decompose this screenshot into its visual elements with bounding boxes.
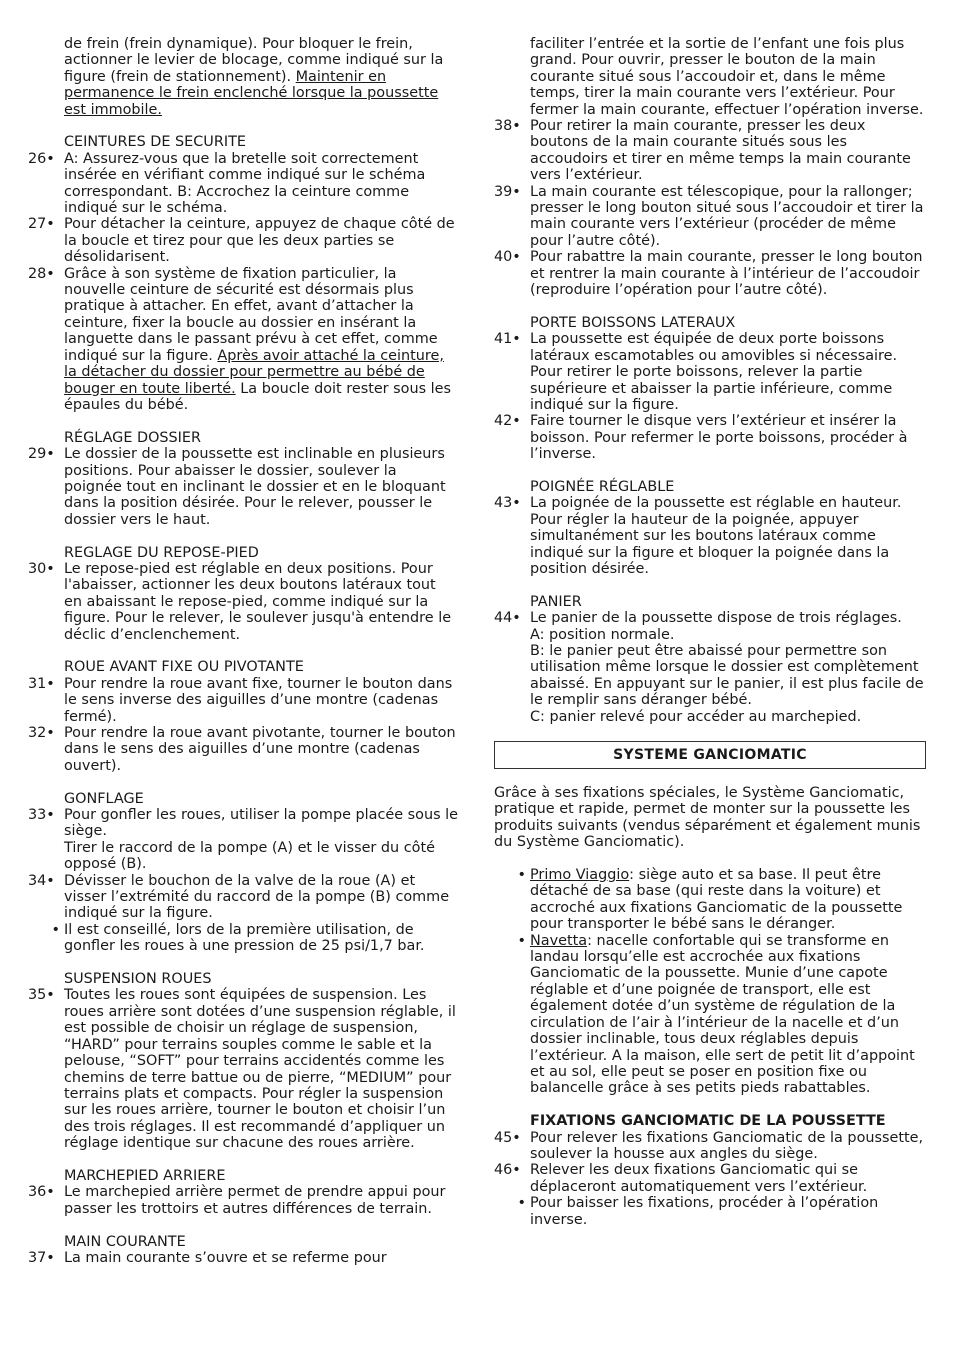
- item-number: 32•: [28, 725, 55, 741]
- item-29: [28, 446, 458, 528]
- item-number: 41•: [494, 331, 521, 348]
- item-46: [494, 1162, 926, 1195]
- item-number: 46•: [494, 1162, 521, 1179]
- item-text: Dévisser le bouchon de la valve de la roue (A) et visser l’extrémité du raccord de la pompe (B) comme indiqué sur la figure.: [64, 872, 450, 922]
- item-text-c: C: panier relevé pour accéder au marchepied.: [530, 708, 862, 725]
- item-text: Il est conseillé, lors de la première utilisation, de gonfler les roues à une pression de 25 psi/1,7 bar.: [64, 921, 425, 955]
- item-text-2: Tirer le raccord de la pompe (A) et le visser du côté opposé (B).: [64, 839, 435, 873]
- item-number: 31•: [28, 675, 55, 692]
- item-text: Grâce à son système de fixation particulier, la nouvelle ceinture de sécurité est désormais plus pratique à attacher. En effet, avant d’attacher la ceinture, fixer la boucle au dossier en insérant la languette dans le passant prévu à cet effet, comme indiqué sur la figure.: [64, 265, 438, 364]
- heading-poignee: POIGNÉE RÉGLABLE: [530, 478, 675, 495]
- item-38: [494, 118, 926, 184]
- item-number: 30•: [28, 560, 55, 577]
- item-37: [28, 1250, 458, 1266]
- product-name: Navetta: [530, 932, 588, 949]
- item-text: Faire tourner le disque vers l’extérieur et insérer la boisson. Pour refermer le porte boissons, procéder à l’inverse.: [530, 413, 908, 463]
- item-text: faciliter l’entrée et la sortie de l’enfant une fois plus grand. Pour ouvrir, presser le bouton de la main courante situé sous l’accoudoir et, dans le même temps, tirer la main courante vers l’extérieur. Pour fermer la main courante, effectuer l’opération inverse.: [530, 36, 924, 118]
- item-number: 43•: [494, 495, 521, 512]
- item-number: 34•: [28, 872, 55, 889]
- item-27: [28, 216, 458, 265]
- item-44: [494, 610, 926, 725]
- item-40: [494, 249, 926, 298]
- item-number: 36•: [28, 1184, 55, 1201]
- product-desc: : siège auto et sa base. Il peut être détaché de sa base (qui reste dans la voiture) et accroché aux fixations Ganciomatic de la poussette pour transporter le bébé sans le déranger.: [530, 867, 903, 933]
- item-number: 27•: [28, 216, 55, 233]
- item-number: 42•: [494, 413, 521, 430]
- item-warning: Après avoir attaché la ceinture, la détacher du dossier pour permettre au bébé de bouger en toute liberté.: [64, 347, 444, 397]
- item-26: [28, 151, 458, 217]
- item-text-b: B: le panier peut être abaissé pour permettre son utilisation même lorsque le dossier est complètement abaissé. En appuyant sur le panier, il est plus facile de le remplir sans déranger bébé.: [530, 642, 924, 709]
- bullet: •: [517, 867, 526, 884]
- intro-text: de frein (frein dynamique). Pour bloquer le frein, actionner le levier de blocage, comme indiqué sur la figure (frein de stationnement).: [64, 36, 444, 85]
- item-text: Pour relever les fixations Ganciomatic de la poussette, soulever la housse aux angles du siège.: [530, 1129, 924, 1162]
- heading-fixations: FIXATIONS GANCIOMATIC DE LA POUSSETTE: [530, 1113, 886, 1130]
- item-number: 29•: [28, 446, 55, 463]
- heading-gonflage: GONFLAGE: [64, 790, 144, 807]
- item-text: Pour rendre la roue avant pivotante, tourner le bouton dans le sens des aiguilles d’une montre (cadenas ouvert).: [64, 725, 456, 774]
- item-41: [494, 331, 926, 413]
- item-number: 44•: [494, 610, 521, 627]
- right-column: [494, 36, 926, 1228]
- bullet: •: [517, 932, 526, 949]
- bullet-navetta: [494, 933, 926, 1097]
- item-32: [28, 725, 458, 774]
- item-text: La poussette est équipée de deux porte boissons latéraux escamotables ou amovibles si nécessaire. Pour retirer le porte boissons, relever la partie supérieure et abaisser la partie inférieure, comme indiqué sur la figure.: [530, 331, 898, 413]
- item-text: Pour rendre la roue avant fixe, tourner le bouton dans le sens inverse des aiguilles d’une montre (cadenas fermé).: [64, 675, 453, 725]
- item-46-bullet: [494, 1195, 926, 1228]
- ganciomatic-paragraph: Grâce à ses fixations spéciales, le Système Ganciomatic, pratique et rapide, permet de monter sur la poussette les produits suivants (vendus séparément et également munis du Système Ganciomatic).: [494, 785, 921, 851]
- item-39: [494, 184, 926, 250]
- item-number: 38•: [494, 118, 521, 135]
- item-28: [28, 266, 458, 414]
- item-text: Pour gonfler les roues, utiliser la pompe placée sous le siège.: [64, 807, 458, 840]
- heading-repose-pied: REGLAGE DU REPOSE-PIED: [64, 544, 259, 561]
- heading-roue: ROUE AVANT FIXE OU PIVOTANTE: [64, 659, 304, 676]
- item-text: Le repose-pied est réglable en deux positions. Pour l'abaisser, actionner les deux boutons latéraux tout en abaissant le repose-pied, comme indiqué sur la figure. Pour le relever, le soulever jusqu'à entendre le déclic d’enclenchement.: [64, 560, 452, 643]
- item-31: [28, 676, 458, 725]
- item-text-a: A: position normale.: [530, 626, 675, 643]
- item-text: Le marchepied arrière permet de prendre appui pour passer les trottoirs et autres différences de terrain.: [64, 1184, 446, 1217]
- bullet: •: [517, 1195, 526, 1212]
- item-text: La poignée de la poussette est réglable en hauteur. Pour régler la hauteur de la poignée, appuyer simultanément sur les boutons latéraux comme indiqué sur la figure et bloquer la poignée dans la position désirée.: [530, 495, 902, 577]
- item-42: [494, 413, 926, 462]
- item-30: [28, 561, 458, 643]
- item-text: Relever les deux fixations Ganciomatic qui se déplaceront automatiquement vers l’extérieur.: [530, 1162, 868, 1195]
- item-number: 26•: [28, 150, 55, 167]
- item-43: [494, 495, 926, 577]
- item-number: 28•: [28, 265, 55, 282]
- item-34-bullet: [28, 922, 458, 955]
- spacer: [494, 851, 926, 867]
- item-text: La main courante est télescopique, pour la rallonger; presser le long bouton situé sous l’accoudoir et tirer la main courante vers l’extérieur (procéder de même pour l’autre côté).: [530, 183, 924, 249]
- item-text: Le dossier de la poussette est inclinable en plusieurs positions. Pour abaisser le dossier, soulever la poignée tout en inclinant le dossier et en le bloquant dans la position désirée. Pour le relever, pousser le dossier vers le haut.: [64, 446, 446, 528]
- intro-warning: Maintenir en permanence le frein enclenché lorsque la poussette est immobile.: [64, 68, 439, 118]
- bullet-primo-viaggio: [494, 867, 926, 933]
- item-36: [28, 1184, 458, 1217]
- item-text: Pour détacher la ceinture, appuyez de chaque côté de la boucle et tirez pour que les deux parties se désolidarisent.: [64, 216, 455, 266]
- heading-suspension: SUSPENSION ROUES: [64, 971, 212, 988]
- item-45: [494, 1130, 926, 1163]
- item-text: Toutes les roues sont équipées de suspension. Les roues arrière sont dotées d’une suspension réglable, il est possible de choisir un réglage de suspension, “HARD” pour terrains souples comme le sable et la pelouse, “SOFT” pour terrains accidentés comme les chemins de terre battue ou de pierre, “MEDIUM” pour terrains plats et compacts. Pour régler la suspension sur les roues arrière, tourner le bouton et choisir l’un des trois réglages. Il est recommandé d’appliquer un réglage identique sur chacune des roues arrière.: [64, 987, 456, 1152]
- item-number: 37•: [28, 1249, 55, 1266]
- item-number: 35•: [28, 987, 55, 1004]
- item-number: 33•: [28, 807, 55, 824]
- item-text: La main courante s’ouvre et se referme pour: [64, 1249, 387, 1266]
- item-35: [28, 987, 458, 1151]
- item-text: Pour retirer la main courante, presser les deux boutons de la main courante situés sous les accoudoirs et tirer en même temps la main courante vers l’extérieur.: [530, 118, 911, 184]
- heading-ceintures: CEINTURES DE SECURITE: [64, 134, 246, 151]
- heading-panier: PANIER: [530, 593, 582, 610]
- item-number: 40•: [494, 249, 521, 266]
- item-text: Pour rabattre la main courante, presser le long bouton et rentrer la main courante à l’intérieur de l’accoudoir (reproduire l’opération pour l’autre côté).: [530, 249, 923, 299]
- section-box-title: SYSTEME GANCIOMATIC: [494, 741, 926, 769]
- item-33: [28, 807, 458, 873]
- item-37-continued: [494, 36, 926, 118]
- item-34: [28, 873, 458, 922]
- heading-marchepied: MARCHEPIED ARRIERE: [64, 1167, 226, 1184]
- item-text-end: La boucle doit rester sous les épaules du bébé.: [64, 380, 452, 413]
- item-text: A: Assurez-vous que la bretelle soit correctement insérée en vérifiant comme indiqué sur le schéma correspondant. B: Accrochez la ceinture comme indiqué sur le schéma.: [64, 150, 426, 217]
- left-column: [28, 36, 458, 1266]
- heading-main-courante: MAIN COURANTE: [64, 1233, 186, 1250]
- heading-dossier: RÉGLAGE DOSSIER: [64, 429, 202, 446]
- item-text: Le panier de la poussette dispose de trois réglages.: [530, 610, 902, 627]
- heading-porte-boissons: PORTE BOISSONS LATERAUX: [530, 314, 736, 331]
- product-desc: : nacelle confortable qui se transforme en landau lorsqu’elle est accrochée aux fixations Ganciomatic de la poussette. Munie d’une capote réglable et d’une poignée de transport, elle est également dotée d’un système de régulation de la circulation de l’air à l’intérieur de la nacelle et d’un dossier inclinable, tous deux réglables depuis l’extérieur. A la maison, elle sert de petit lit d’appoint et au sol, elle peut se poser en position fixe ou balancelle grâce à ses petits pieds rabattables.: [530, 932, 915, 1097]
- item-number: 45•: [494, 1129, 521, 1146]
- bullet: •: [51, 921, 60, 938]
- item-number: 39•: [494, 183, 521, 200]
- item-text: Pour baisser les fixations, procéder à l’opération inverse.: [530, 1195, 879, 1228]
- intro-paragraph: [28, 36, 458, 118]
- product-name: Primo Viaggio: [530, 867, 630, 884]
